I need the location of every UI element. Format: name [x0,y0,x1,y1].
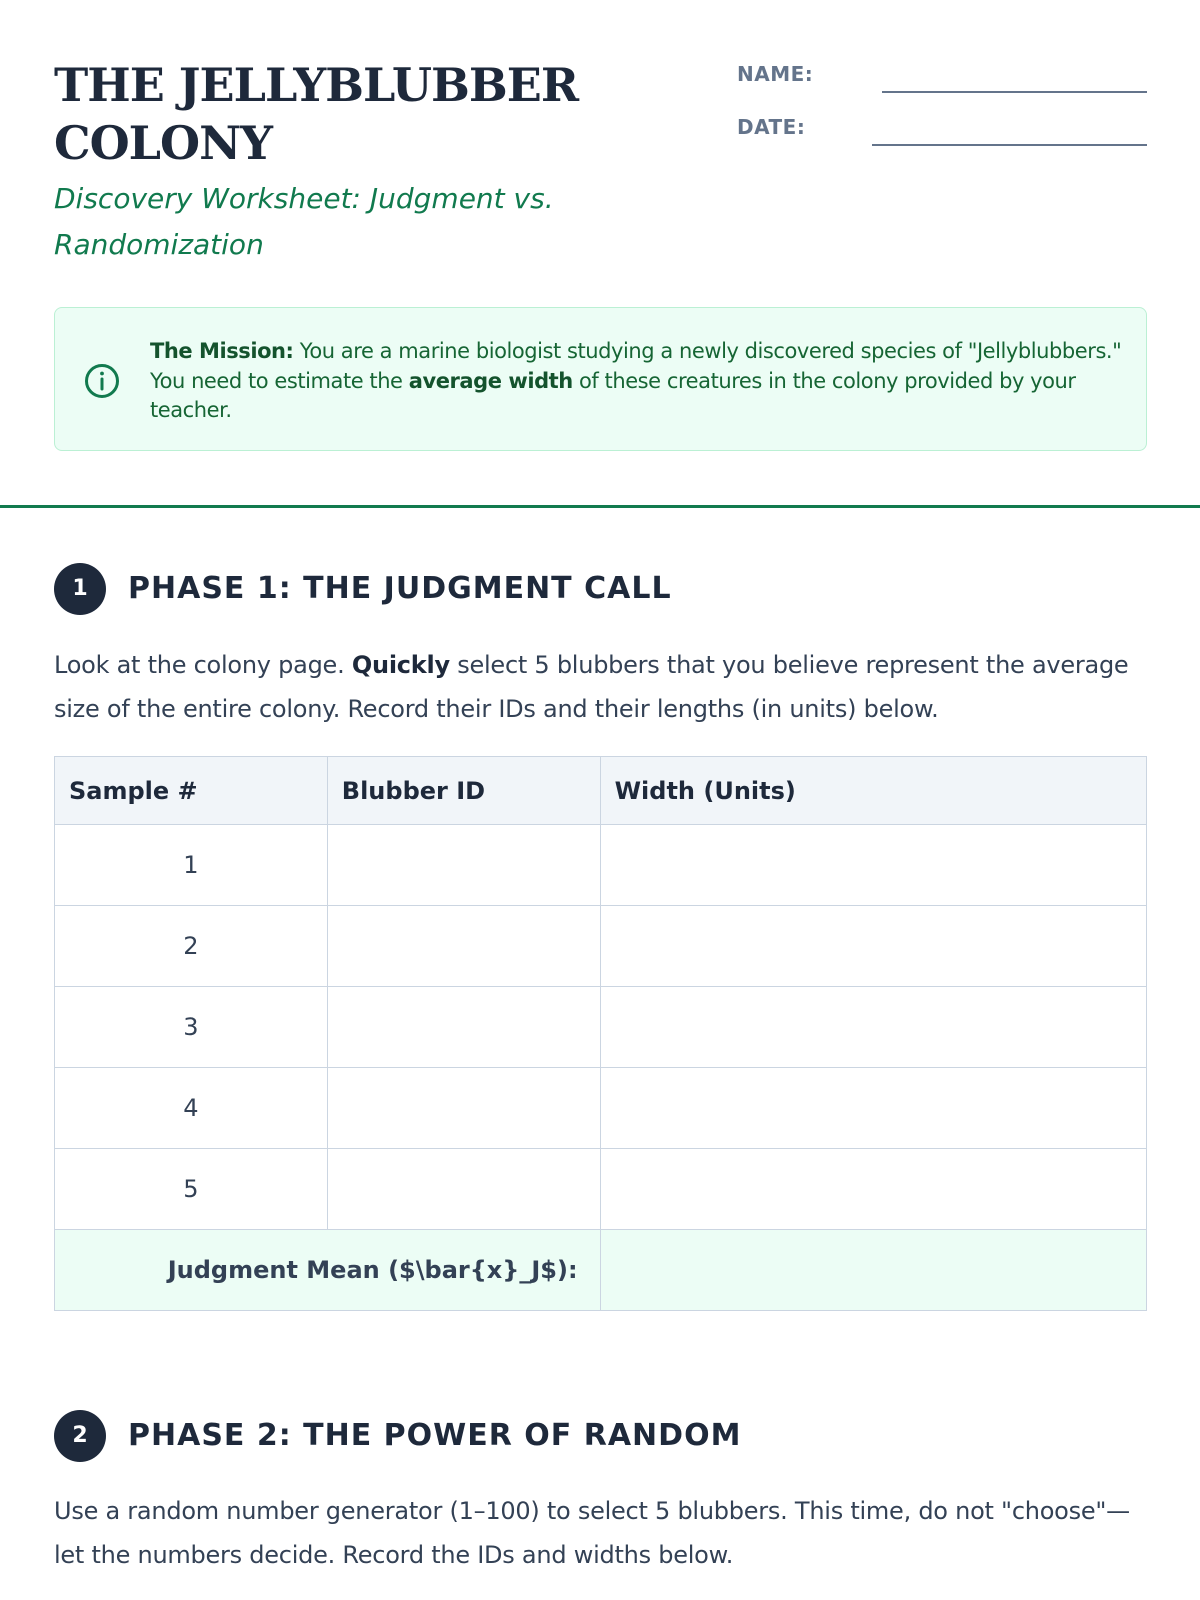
sample-number-cell: 4 [55,1068,328,1149]
mission-lead: The Mission: [150,339,294,363]
worksheet-header [54,56,1147,266]
width-cell[interactable] [600,1068,1146,1149]
column-header-blubber-id: Blubber ID [327,757,600,825]
table-row [55,1149,1147,1230]
width-cell[interactable] [600,906,1146,987]
phase-1-text-part-1: Look at the colony page. [54,651,352,679]
sample-number-cell: 5 [55,1149,328,1230]
column-header-width: Width (Units) [600,757,1146,825]
width-cell[interactable] [600,825,1146,906]
blubber-id-cell[interactable] [327,1149,600,1230]
sample-number-cell: 1 [55,825,328,906]
phase-1-heading [54,563,1054,615]
phase-2-instructions: Use a random number generator (1–100) to select 5 blubbers. This time, do not "choose"—let the numbers decide. Record the IDs and widths below. [54,1497,1130,1569]
title-line-1: THE JELLYBLUBBER [54,58,579,112]
info-circle-icon [84,363,120,399]
subtitle-line-2: Randomization [54,228,264,261]
table-row [55,825,1147,906]
phase-1-instructions [54,643,1147,731]
table-header-row [55,757,1147,825]
judgment-mean-label: Judgment Mean ($\bar{x}_J$): [55,1230,601,1311]
column-header-sample: Sample # [55,757,328,825]
phase-2-heading [54,1410,1054,1462]
phase-1-title: PHASE 1: THE JUDGMENT CALL [128,571,672,606]
phase-1-number-badge: 1 [54,563,106,615]
table-row [55,987,1147,1068]
page-subtitle [54,176,614,268]
page-title [54,56,614,172]
mission-text [150,337,1125,426]
judgment-mean-row [55,1230,1147,1311]
judgment-mean-cell[interactable] [600,1230,1146,1311]
phase-2-title: PHASE 2: THE POWER OF RANDOM [128,1418,742,1453]
width-cell[interactable] [600,987,1146,1068]
judgment-sample-table [54,756,1147,1311]
phase-1-text-part-2: select 5 blubbers that you believe represent the average size of the entire colony. Record their IDs and their lengths (in units) below. [54,651,1129,723]
date-field[interactable] [737,109,1147,149]
subtitle-line-1: Discovery Worksheet: Judgment vs. [54,182,554,215]
phase-2-number-badge: 2 [54,1410,106,1462]
date-line[interactable] [872,144,1147,146]
width-cell[interactable] [600,1149,1146,1230]
blubber-id-cell[interactable] [327,825,600,906]
blubber-id-cell[interactable] [327,1068,600,1149]
blubber-id-cell[interactable] [327,987,600,1068]
name-field[interactable] [737,56,1147,96]
blubber-id-cell[interactable] [327,906,600,987]
name-line[interactable] [882,91,1147,93]
section-divider [0,505,1200,508]
title-line-2: COLONY [54,116,272,170]
name-label: NAME: [737,62,814,86]
mission-text-part-2: of these creatures in the colony provided by your teacher. [150,368,1076,422]
mission-callout [54,307,1147,451]
sample-number-cell: 2 [55,906,328,987]
mission-emphasis: average width [408,368,573,393]
sample-number-cell: 3 [55,987,328,1068]
mission-text-part-1: You are a marine biologist studying a newly discovered species of "Jellyblubbers." You need to estimate the [150,339,1122,393]
date-label: DATE: [737,115,806,139]
table-row [55,906,1147,987]
table-row [55,1068,1147,1149]
phase-1-emphasis: Quickly [351,651,450,679]
